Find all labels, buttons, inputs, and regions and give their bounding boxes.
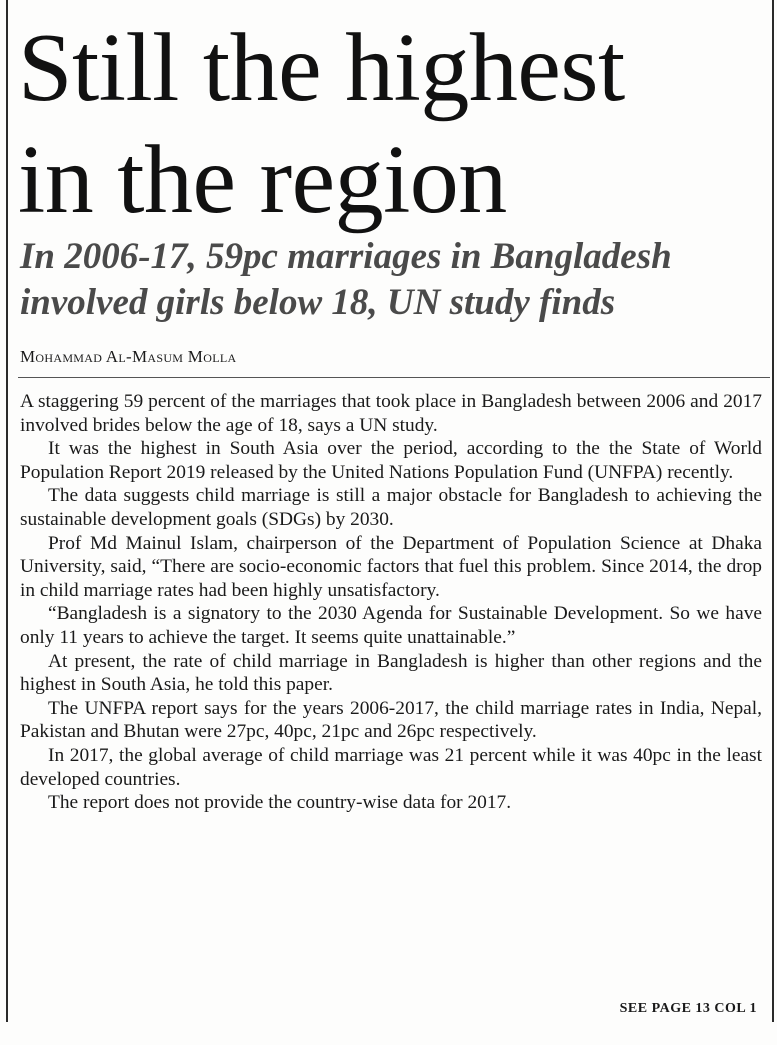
subheadline xyxy=(20,234,770,326)
column-rule-right xyxy=(772,0,774,1022)
paragraph-5: “Bangladesh is a signatory to the 2030 Agenda for Sustainable Development. So we have only 11 years to achieve the target. It seems quite unattainable.” xyxy=(20,603,762,648)
subheadline-line-2: involved girls below 18, UN study finds xyxy=(20,282,616,323)
headline-line-1: Still the highest xyxy=(18,14,625,122)
paragraph-9: The report does not provide the country-wise data for 2017. xyxy=(48,792,512,814)
paragraph-7: The UNFPA report says for the years 2006-2017, the child marriage rates in India, Nepal, Pakistan and Bhutan were 27pc, 40pc, 21pc and 26pc respectively. xyxy=(20,697,762,743)
headline xyxy=(18,12,768,236)
subheadline-line-1: In 2006-17, 59pc marriages in Bangladesh xyxy=(20,236,672,277)
headline-line-2: in the region xyxy=(18,126,507,234)
paragraph-1: A staggering 59 percent of the marriages that took place in Bangladesh between 2006 and 2017 involved brides below the age of 18, says a UN study. xyxy=(20,391,762,436)
column-rule-left xyxy=(6,0,8,1022)
article-body xyxy=(20,390,762,815)
paragraph-2: It was the highest in South Asia over the period, according to the the State of World Population Report 2019 released by the United Nations Population Fund (UNFPA) recently. xyxy=(20,438,762,483)
paragraph-6: At present, the rate of child marriage in Bangladesh is higher than other regions and the highest in South Asia, he told this paper. xyxy=(20,650,762,696)
paragraph-4: Prof Md Mainul Islam, chairperson of the Department of Population Science at Dhaka University, said, “There are socio-economic factors that fuel this problem. Since 2014, the drop in child marriage rates had been highly unsatisfactory. xyxy=(20,532,762,601)
paragraph-8: In 2017, the global average of child marriage was 21 percent while it was 40pc in the least developed countries. xyxy=(20,744,762,790)
byline-divider xyxy=(18,377,770,378)
paragraph-3: The data suggests child marriage is still a major obstacle for Bangladesh to achieving the sustainable development goals (SDGs) by 2030. xyxy=(20,485,762,530)
continuation-jump-line: SEE PAGE 13 COL 1 xyxy=(619,1001,757,1016)
byline: Mohammad Al-Masum Molla xyxy=(20,347,237,366)
